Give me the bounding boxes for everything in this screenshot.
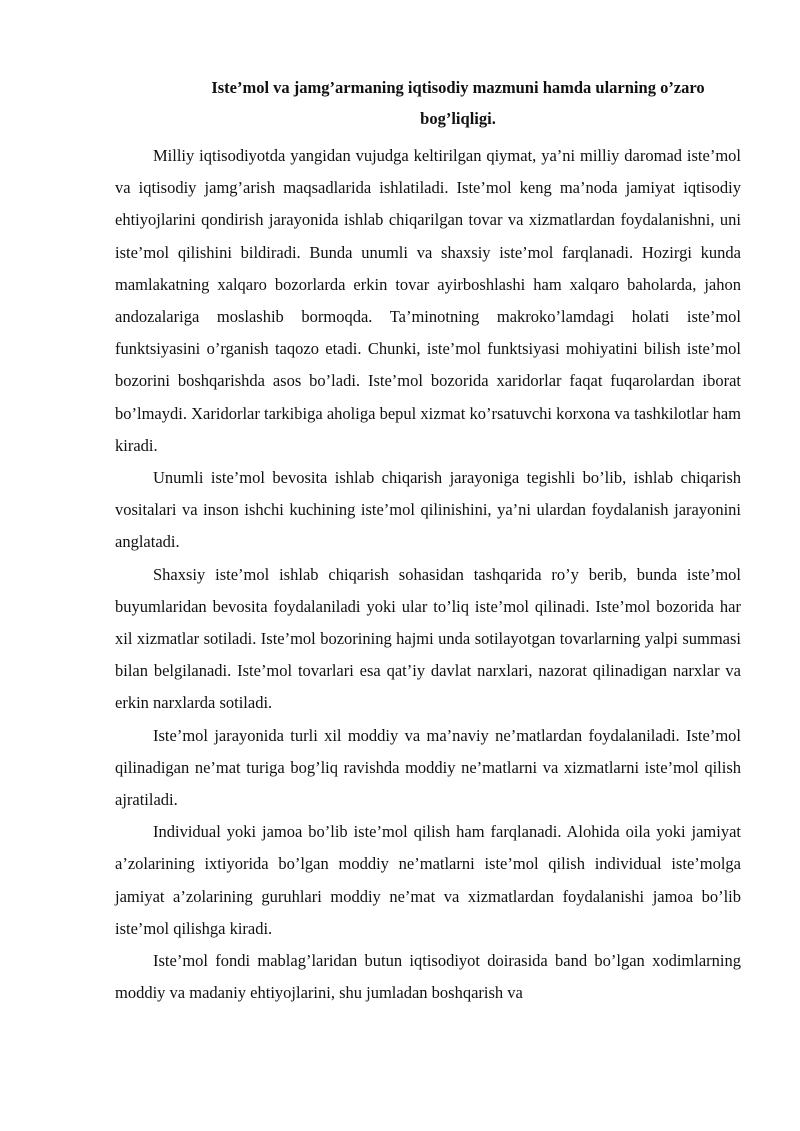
paragraph-4: Iste’mol jarayonida turli xil moddiy va ma’naviy ne’matlardan foydalaniladi. Iste’mol qilinadigan ne’mat turiga bog’liq ravishda moddiy ne’matlarni va xizmatlarni iste’mol qilish ajratiladi. (115, 725, 741, 810)
paragraph-5: Individual yoki jamoa bo’lib iste’mol qilish ham farqlanadi. Alohida oila yoki jamiyat a’zolarining ixtiyorida bo’lgan moddiy ne’matlarni iste’mol qilish individual iste’molga jamiyat a’zolarining guruhlari moddiy ne’mat va xizmatlardan foydalanishi jamoa bo’lib iste’mol qilishga kiradi. (115, 822, 741, 938)
paragraph-2: Unumli iste’mol bevosita ishlab chiqarish jarayoniga tegishli bo’lib, ishlab chiqarish vositalari va inson ishchi kuchining iste’mol qilinishini, ya’ni ulardan foydalanish jarayonini anglatadi. (115, 468, 741, 552)
paragraph-1: Milliy iqtisodiyotda yangidan vujudga keltirilgan qiymat, ya’ni milliy daromad iste’mol va iqtisodiy jamg’arish maqsadlarida ishlatiladi. Iste’mol keng ma’noda jamiyat iqtisodiy ehtiyojlarini qondirish jarayonida ishlab chiqarilgan tovar va xizmatlardan foydalanishni, uni iste’mol qilishini bildiradi. Bunda unumli va shaxsiy iste’mol farqlanadi. Hozirgi kunda mamlakatning xalqaro bozorlarda erkin tovar ayirboshlashi ham xalqaro baholarda, jahon andozalariga moslashib bormoqda. Ta’minotning makroko’lamdagi holati iste’mol funktsiyasini o’rganish taqozo etadi. Chunki, iste’mol funktsiyasi mohiyatini bilish iste’mol bozorini boshqarishda asos bo’ladi. Iste’mol bozorida xaridorlar faqat fuqarolardan iborat bo’lmaydi. Xaridorlar tarkibiga aholiga bepul xizmat ko’rsatuvchi korxona va tashkilotlar ham kiradi. (115, 146, 741, 455)
document-page (115, 72, 741, 1009)
document-title: Iste’mol va jamg’armaning iqtisodiy mazmuni hamda ularning o’zaro bog’liqligi. (211, 78, 705, 128)
paragraph-6: Iste’mol fondi mablag’laridan butun iqtisodiyot doirasida band bo’lgan xodimlarning moddiy va madaniy ehtiyojlarini, shu jumladan boshqarish va (115, 951, 741, 1003)
paragraph-3: Shaxsiy iste’mol ishlab chiqarish sohasidan tashqarida ro’y berib, bunda iste’mol buyumlaridan bevosita foydalaniladi yoki ular to’liq iste’mol qilinadi. Iste’mol bozorida har xil xizmatlar sotiladi. Iste’mol bozorining hajmi unda sotilayotgan tovarlarning yalpi summasi bilan belgilanadi. Iste’mol tovarlari esa qat’iy davlat narxlari, nazorat qilinadigan narxlar va erkin narxlarda sotiladi. (115, 564, 741, 713)
